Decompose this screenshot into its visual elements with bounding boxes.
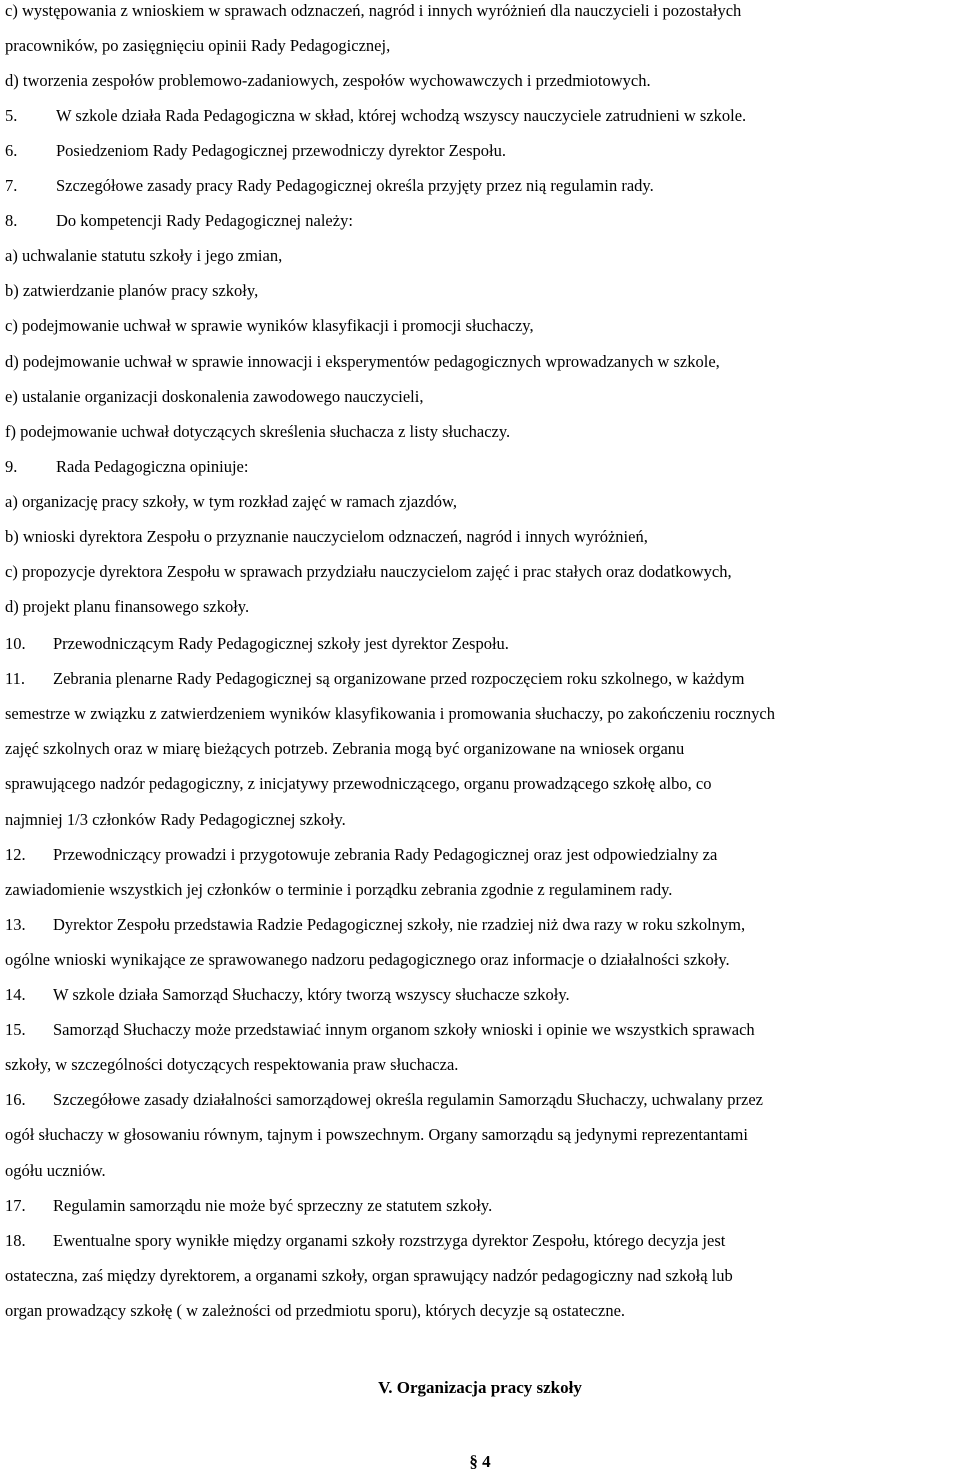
- item-number: 16.: [5, 1090, 26, 1110]
- line-text: Szczegółowe zasady działalności samorządowej określa regulamin Samorządu Słuchaczy, uchwalany przez: [53, 1090, 763, 1110]
- item-number: 13.: [5, 914, 26, 934]
- paragraph-line: [5, 527, 648, 547]
- line-text: a) organizację pracy szkoły, w tym rozkład zajęć w ramach zjazdów,: [5, 491, 458, 511]
- paragraph-line: [5, 1161, 106, 1181]
- paragraph-line: [5, 492, 457, 512]
- line-text: Posiedzeniom Rady Pedagogicznej przewodniczy dyrektor Zespołu.: [56, 141, 506, 161]
- line-text: pracowników, po zasięgnięciu opinii Rady Pedagogicznej,: [5, 36, 391, 56]
- line-text: c) propozycje dyrektora Zespołu w sprawach przydziału nauczycielom zajęć i prac stałych oraz dodatkowych,: [5, 561, 732, 581]
- numbered-paragraph-line: [5, 1090, 763, 1110]
- line-text: W szkole działa Rada Pedagogiczna w skład, której wchodzą wszyscy nauczyciele zatrudnieni w szkole.: [56, 106, 747, 126]
- paragraph-line: [5, 1055, 458, 1075]
- line-text: Szczegółowe zasady pracy Rady Pedagogicznej określa przyjęty przez nią regulamin rady.: [56, 176, 654, 196]
- line-text: b) wnioski dyrektora Zespołu o przyznanie nauczycielom odznaczeń, nagród i innych wyróżnień,: [5, 526, 648, 546]
- item-number: 14.: [5, 985, 26, 1004]
- item-number: 18.: [5, 1230, 26, 1250]
- paragraph-line: [5, 316, 534, 336]
- numbered-paragraph-line: [5, 141, 506, 161]
- line-text: organ prowadzący szkołę ( w zależności od przedmiotu sporu), których decyzje są ostateczne.: [5, 1300, 626, 1320]
- item-number: 6.: [5, 141, 18, 161]
- paragraph-line: [5, 281, 258, 301]
- numbered-paragraph-line: [5, 1196, 492, 1216]
- numbered-paragraph-line: [5, 634, 509, 654]
- item-number: 15.: [5, 1020, 26, 1040]
- line-text: b) zatwierdzanie planów pracy szkoły,: [5, 281, 259, 301]
- numbered-paragraph-line: [5, 457, 248, 477]
- line-text: Ewentualne spory wynikłe między organami szkoły rozstrzyga dyrektor Zespołu, którego decyzja jest: [53, 1230, 726, 1250]
- paragraph-line: [5, 36, 390, 56]
- line-text: sprawującego nadzór pedagogiczny, z inicjatywy przewodniczącego, organu prowadzącego szkołę albo, co: [5, 774, 712, 794]
- numbered-paragraph-line: [5, 176, 654, 196]
- item-number: 9.: [5, 456, 18, 476]
- item-number: 11.: [5, 669, 26, 689]
- section-heading: V. Organizacja pracy szkoły: [378, 1378, 582, 1397]
- paragraph-line: [5, 1266, 733, 1286]
- line-text: Rada Pedagogiczna opiniuje:: [56, 456, 249, 476]
- paragraph-line: [5, 880, 672, 900]
- item-number: 8.: [5, 211, 18, 231]
- paragraph-line: [5, 422, 510, 442]
- paragraph-line: [5, 1301, 625, 1321]
- numbered-paragraph-line: [5, 915, 745, 935]
- line-text: W szkole działa Samorząd Słuchaczy, który tworzą wszyscy słuchacze szkoły.: [53, 985, 570, 1004]
- line-text: szkoły, w szczególności dotyczących respektowania praw słuchacza.: [5, 1055, 459, 1075]
- line-text: a) uchwalanie statutu szkoły i jego zmian,: [5, 246, 283, 266]
- paragraph-line: [5, 597, 249, 617]
- line-text: e) ustalanie organizacji doskonalenia zawodowego nauczycieli,: [5, 386, 424, 406]
- line-text: c) podejmowanie uchwał w sprawie wyników klasyfikacji i promocji słuchaczy,: [5, 316, 534, 336]
- line-text: Regulamin samorządu nie może być sprzeczny ze statutem szkoły.: [53, 1195, 493, 1215]
- paragraph-line: [5, 704, 775, 724]
- numbered-paragraph-line: [5, 211, 353, 231]
- line-text: d) tworzenia zespołów problemowo-zadaniowych, zespołów wychowawczych i przedmiotowych.: [5, 71, 651, 91]
- paragraph-line: [5, 1125, 748, 1145]
- numbered-paragraph-line: [5, 845, 717, 865]
- paragraph-line: [5, 810, 346, 830]
- numbered-paragraph-line: [5, 106, 746, 126]
- numbered-paragraph-line: [5, 669, 745, 689]
- page-number: § 4: [469, 1452, 491, 1471]
- paragraph-line: [5, 352, 720, 372]
- numbered-paragraph-line: [5, 985, 570, 1005]
- line-text: Zebrania plenarne Rady Pedagogicznej są organizowane przed rozpoczęciem roku szkolnego, w każdym: [53, 669, 745, 689]
- line-text: ogółu uczniów.: [5, 1160, 106, 1180]
- line-text: semestrze w związku z zatwierdzeniem wyników klasyfikowania i promowania słuchaczy, po zakończeniu rocznych: [5, 704, 775, 724]
- item-number: 5.: [5, 106, 18, 126]
- line-text: Samorząd Słuchaczy może przedstawiać innym organom szkoły wnioski i opinie we wszystkich sprawach: [53, 1020, 755, 1040]
- item-number: 17.: [5, 1195, 26, 1215]
- paragraph-line: [5, 562, 732, 582]
- paragraph-line: [5, 246, 282, 266]
- item-number: 12.: [5, 844, 26, 864]
- line-text: Do kompetencji Rady Pedagogicznej należy:: [56, 211, 353, 231]
- numbered-paragraph-line: [5, 1231, 725, 1251]
- paragraph-line: [5, 739, 684, 759]
- line-text: Dyrektor Zespołu przedstawia Radzie Pedagogicznej szkoły, nie rzadziej niż dwa razy w roku szkolnym,: [53, 914, 746, 934]
- numbered-paragraph-line: [5, 1020, 755, 1040]
- item-number: 10.: [5, 634, 26, 653]
- item-number: 7.: [5, 176, 18, 196]
- line-text: zawiadomienie wszystkich jej członków o terminie i porządku zebrania zgodnie z regulaminem rady.: [5, 879, 673, 899]
- line-text: ogólne wnioski wynikające ze sprawowanego nadzoru pedagogicznego oraz informacje o działalności szkoły.: [5, 949, 730, 969]
- line-text: ogół słuchaczy w głosowaniu równym, tajnym i powszechnym. Organy samorządu są jedynymi reprezentantami: [5, 1125, 748, 1145]
- line-text: d) podejmowanie uchwał w sprawie innowacji i eksperymentów pedagogicznych wprowadzanych w szkole,: [5, 351, 720, 371]
- line-text: Przewodniczącym Rady Pedagogicznej szkoły jest dyrektor Zespołu.: [53, 634, 509, 653]
- paragraph-line: [5, 387, 423, 407]
- paragraph-line: [5, 71, 651, 91]
- line-text: zajęć szkolnych oraz w miarę bieżących potrzeb. Zebrania mogą być organizowane na wniosek organu: [5, 739, 685, 759]
- paragraph-line: [5, 774, 711, 794]
- line-text: Przewodniczący prowadzi i przygotowuje zebrania Rady Pedagogicznej oraz jest odpowiedzialny za: [53, 844, 718, 864]
- paragraph-line: [5, 950, 730, 970]
- paragraph-line: [5, 1, 741, 21]
- line-text: d) projekt planu finansowego szkoły.: [5, 596, 250, 616]
- line-text: najmniej 1/3 członków Rady Pedagogicznej szkoły.: [5, 809, 346, 829]
- line-text: f) podejmowanie uchwał dotyczących skreślenia słuchacza z listy słuchaczy.: [5, 421, 511, 441]
- line-text: c) występowania z wnioskiem w sprawach odznaczeń, nagród i innych wyróżnień dla nauczycieli i pozostałych: [5, 1, 742, 20]
- line-text: ostateczna, zaś między dyrektorem, a organami szkoły, organ sprawujący nadzór pedagogiczny nad szkołą lub: [5, 1265, 733, 1285]
